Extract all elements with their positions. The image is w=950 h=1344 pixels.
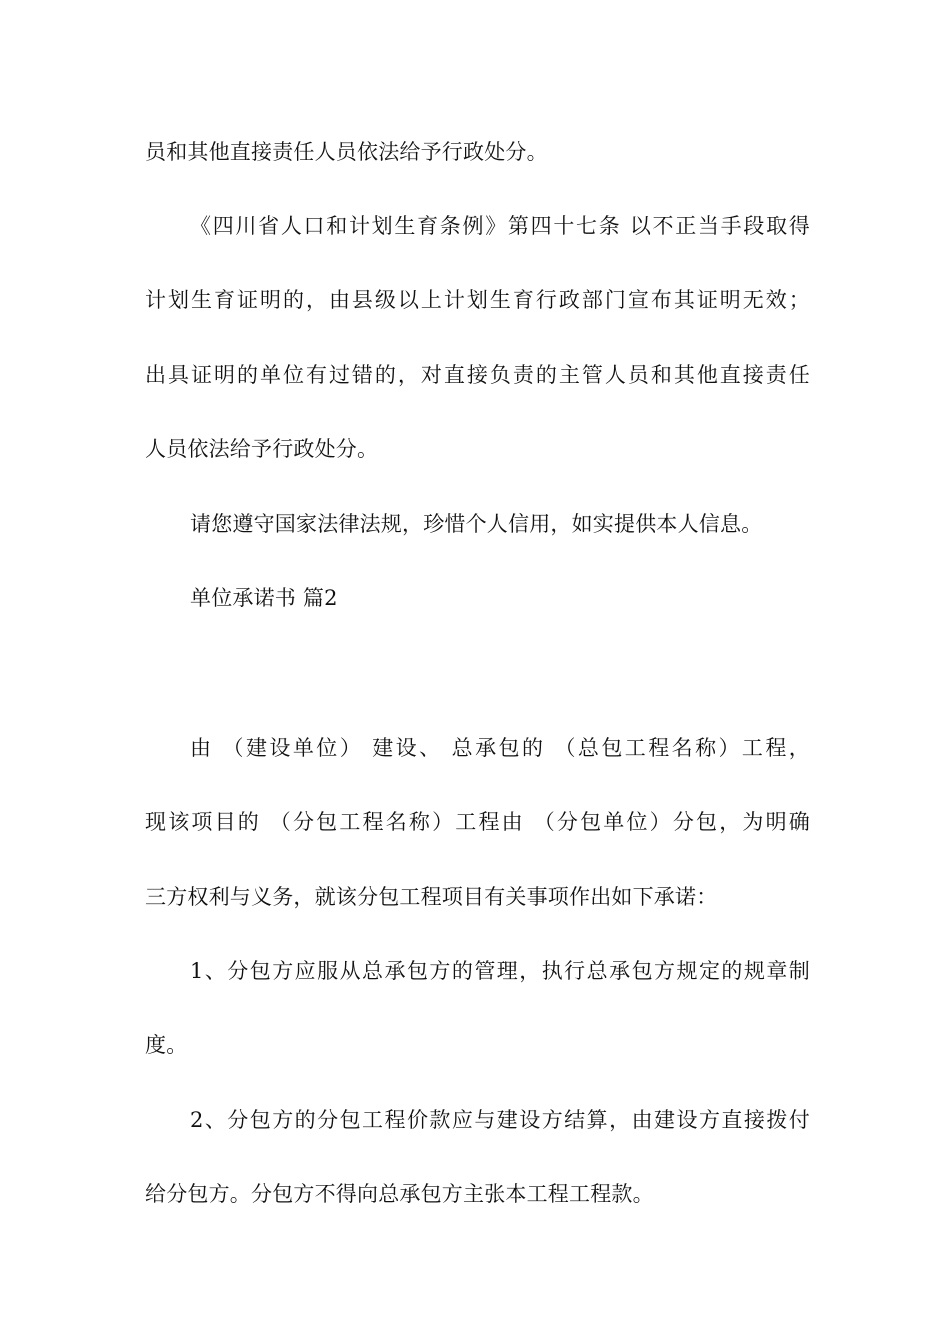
text-line-9: 现该项目的 （分包工程名称）工程由 （分包单位）分包，为明确 <box>145 810 810 834</box>
text-line-5: 人员依法给予行政处分。 <box>145 437 379 461</box>
text-line-2: 《四川省人口和计划生育条例》第四十七条 以不正当手段取得 <box>190 214 810 238</box>
text-line-10: 三方权利与义务，就该分包工程项目有关事项作出如下承诺： <box>145 885 718 909</box>
text-line-6: 请您遵守国家法律法规，珍惜个人信用，如实提供本人信息。 <box>190 512 763 536</box>
text-line-3: 计划生育证明的，由县级以上计划生育行政部门宣布其证明无效； <box>145 288 810 312</box>
text-line-14: 给分包方。分包方不得向总承包方主张本工程工程款。 <box>145 1182 654 1206</box>
text-line-11: 1、分包方应服从总承包方的管理，执行总承包方规定的规章制 <box>190 959 810 983</box>
section-heading: 单位承诺书 篇2 <box>190 586 338 610</box>
text-line-4: 出具证明的单位有过错的，对直接负责的主管人员和其他直接责任 <box>145 363 810 387</box>
text-line-12: 度。 <box>145 1033 188 1057</box>
text-line-8: 由 （建设单位） 建设、 总承包的 （总包工程名称）工程， <box>190 736 810 760</box>
text-line-1: 员和其他直接责任人员依法给予行政处分。 <box>145 140 548 164</box>
text-line-13: 2、分包方的分包工程价款应与建设方结算，由建设方直接拨付 <box>190 1108 810 1132</box>
